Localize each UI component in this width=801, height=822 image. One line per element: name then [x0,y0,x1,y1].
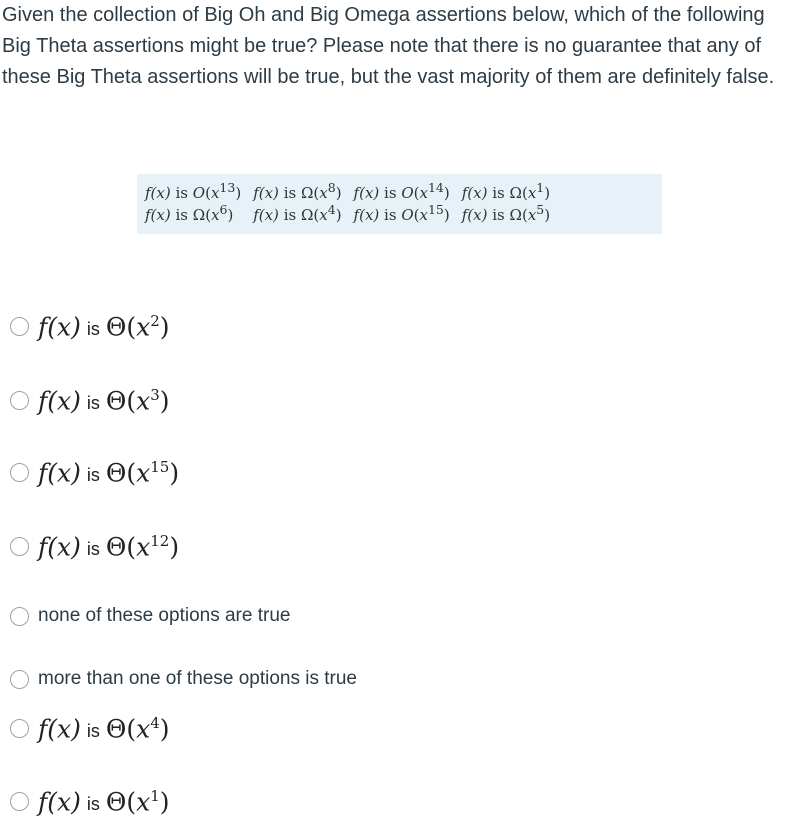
radio-button[interactable] [10,792,29,811]
assertion: f(x) is $\Omega(x^4)$ [253,202,342,224]
assertions-table [145,180,562,224]
assertion: f(x) is $\Omega(x^1)$ [461,180,551,202]
option-label: f(x) is $\Theta(x^4)$ [38,714,170,744]
option-label: f(x) is $\Theta(x^2)$ [38,312,170,342]
option-label: f(x) is $\Theta(x^{15})$ [38,458,180,488]
option-label: f(x) is $\Theta(x^{12})$ [38,532,180,562]
option-label: f(x) is $\Theta(x^3)$ [38,386,170,416]
assertion: f(x) is $O(x^{13})$ [145,180,242,202]
option-more-than-one-true[interactable] [10,668,357,690]
assertion: f(x) is $O(x^{14})$ [353,180,450,202]
assertions-box [137,174,662,234]
option-theta-x4[interactable] [10,714,170,743]
option-theta-x15[interactable] [10,458,179,487]
radio-button[interactable] [10,463,29,482]
option-none-true[interactable] [10,605,290,627]
assertion: f(x) is $\Omega(x^6)$ [145,202,234,224]
radio-button[interactable] [10,391,29,410]
assertion: f(x) is $\Omega(x^8)$ [253,180,342,202]
radio-button[interactable] [10,719,29,738]
question-text: Given the collection of Big Oh and Big Omega assertions below, which of the following Big Theta assertions might be true? Please note that there is no guarantee that any of these Big Theta assertions will be true, but the vast majority of them are definitely false. [2,4,775,88]
option-theta-x2[interactable] [10,312,170,341]
radio-button[interactable] [10,607,29,626]
radio-button[interactable] [10,317,29,336]
option-theta-x3[interactable] [10,386,170,415]
option-label: more than one of these options is true [38,668,357,689]
assertions-row [145,180,562,202]
option-theta-x12[interactable] [10,532,179,561]
assertions-row [145,202,562,224]
option-label: f(x) is $\Theta(x^1)$ [38,787,170,817]
assertion: f(x) is $O(x^{15})$ [353,202,450,224]
assertion: f(x) is $\Omega(x^5)$ [461,202,551,224]
option-label: none of these options are true [38,605,291,626]
option-theta-x1[interactable] [10,787,170,816]
radio-button[interactable] [10,537,29,556]
radio-button[interactable] [10,670,29,689]
